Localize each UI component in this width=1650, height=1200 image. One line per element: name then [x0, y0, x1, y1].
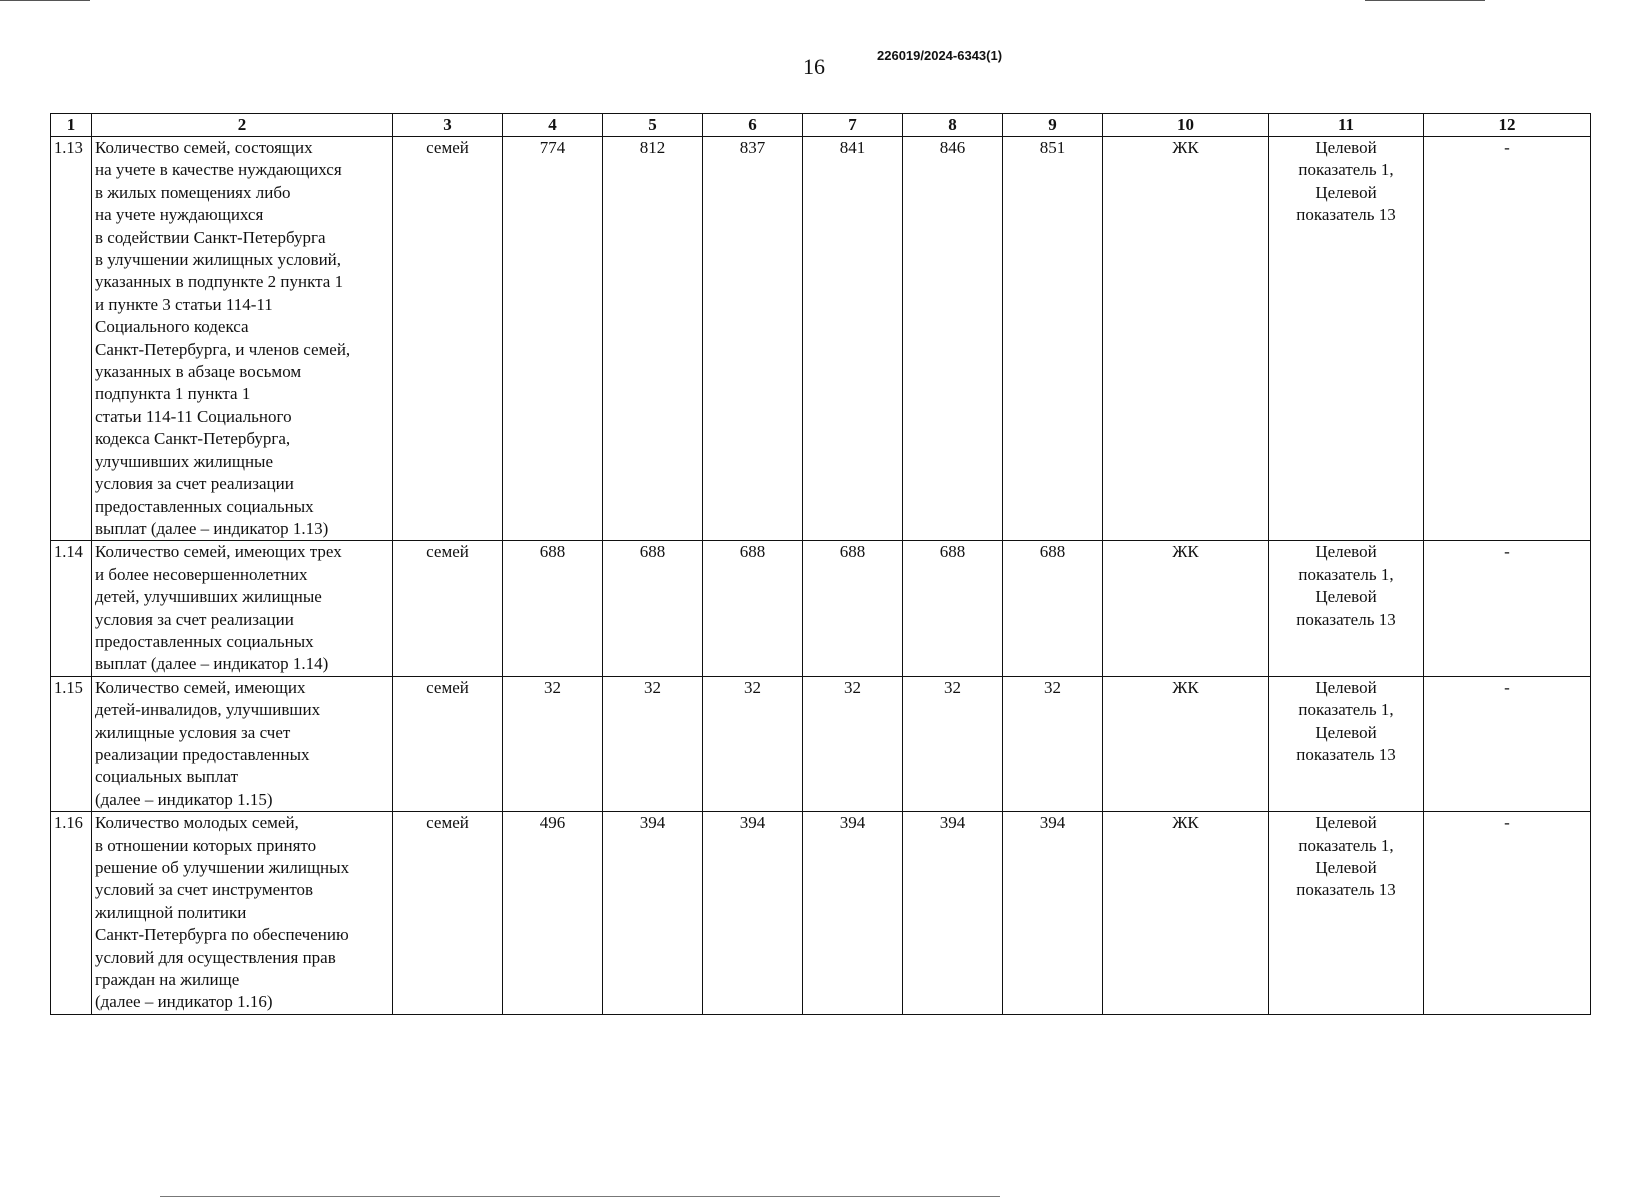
value-cell: 32: [603, 676, 703, 811]
note-cell: -: [1424, 812, 1591, 1015]
column-header: 4: [503, 114, 603, 137]
unit-cell: семей: [393, 812, 503, 1015]
target-link-line: показатель 13: [1296, 609, 1396, 629]
target-link-line: показатель 1,: [1298, 564, 1394, 584]
target-link-line: Целевой: [1315, 542, 1377, 562]
target-link-line: Целевой: [1315, 722, 1377, 742]
column-header: 2: [92, 114, 393, 137]
target-link-line: показатель 13: [1296, 744, 1396, 764]
indicator-name-line: (далее – индикатор 1.16): [95, 992, 273, 1012]
indicator-name-line: выплат (далее – индикатор 1.13): [95, 518, 329, 538]
value-cell: 688: [503, 541, 603, 676]
value-cell: 837: [703, 137, 803, 541]
indicator-name-line: улучшивших жилищные: [95, 451, 274, 471]
unit-cell: семей: [393, 137, 503, 541]
value-cell: 394: [903, 812, 1003, 1015]
indicator-name-line: и более несовершеннолетних: [95, 564, 308, 584]
indicator-name-line: детей, улучшивших жилищные: [95, 587, 322, 607]
value-cell: 846: [903, 137, 1003, 541]
source-cell: ЖК: [1103, 676, 1269, 811]
indicator-name-line: на учете в качестве нуждающихся: [95, 160, 342, 180]
indicator-name-line: Санкт-Петербурга, и членов семей,: [95, 339, 351, 359]
target-link-line: показатель 1,: [1298, 700, 1394, 720]
indicator-name-line: кодекса Санкт-Петербурга,: [95, 429, 291, 449]
value-cell: 812: [603, 137, 703, 541]
value-cell: 841: [803, 137, 903, 541]
indicator-name-line: реализации предоставленных: [95, 744, 310, 764]
unit-cell: семей: [393, 541, 503, 676]
note-cell: -: [1424, 541, 1591, 676]
indicator-name-line: жилищной политики: [95, 902, 247, 922]
value-cell: 688: [903, 541, 1003, 676]
header-row: [51, 114, 1591, 137]
value-cell: 688: [1003, 541, 1103, 676]
indicator-name-line: Социального кодекса: [95, 317, 249, 337]
indicator-name-line: Количество семей, имеющих: [95, 677, 306, 697]
indicator-number: 1.14: [51, 541, 92, 676]
scan-edge-line: [160, 1196, 1000, 1197]
column-header: 8: [903, 114, 1003, 137]
target-link-line: Целевой: [1315, 813, 1377, 833]
target-link-cell: [1269, 676, 1424, 811]
indicator-number: 1.15: [51, 676, 92, 811]
indicator-name-line: условия за счет реализации: [95, 609, 294, 629]
indicator-name-line: статьи 114-11 Социального: [95, 406, 292, 426]
target-link-line: Целевой: [1315, 138, 1377, 157]
value-cell: 394: [803, 812, 903, 1015]
target-link-line: показатель 13: [1296, 205, 1396, 225]
source-cell: ЖК: [1103, 541, 1269, 676]
indicator-name-line: социальных выплат: [95, 767, 239, 787]
column-header: 1: [51, 114, 92, 137]
value-cell: 394: [1003, 812, 1103, 1015]
indicator-name-line: подпункта 1 пункта 1: [95, 384, 251, 404]
indicator-name-line: в улучшении жилищных условий,: [95, 250, 342, 270]
value-cell: 32: [503, 676, 603, 811]
column-header: 10: [1103, 114, 1269, 137]
column-header: 12: [1424, 114, 1591, 137]
indicator-number: 1.16: [51, 812, 92, 1015]
value-cell: 688: [803, 541, 903, 676]
indicator-name: [92, 812, 393, 1015]
unit-cell: семей: [393, 676, 503, 811]
indicator-name-line: граждан на жилище: [95, 970, 240, 990]
value-cell: 496: [503, 812, 603, 1015]
scan-edge-line: [0, 0, 90, 1]
target-link-line: Целевой: [1315, 858, 1377, 877]
value-cell: 32: [903, 676, 1003, 811]
scan-edge-line: [1365, 0, 1485, 1]
indicator-name-line: жилищные условия за счет: [95, 722, 291, 742]
document-id: 226019/2024-6343(1): [877, 48, 1003, 63]
indicator-name-line: детей-инвалидов, улучшивших: [95, 700, 321, 720]
indicator-name-line: в отношении которых принято: [95, 835, 317, 855]
indicator-name: [92, 541, 393, 676]
value-cell: 394: [703, 812, 803, 1015]
indicator-name-line: выплат (далее – индикатор 1.14): [95, 654, 329, 674]
target-link-line: показатель 1,: [1298, 160, 1394, 180]
target-link-line: Целевой: [1315, 182, 1377, 202]
value-cell: 32: [1003, 676, 1103, 811]
indicator-name-line: условий за счет инструментов: [95, 880, 314, 900]
indicator-name-line: условий для осуществления прав: [95, 947, 336, 967]
value-cell: 32: [803, 676, 903, 811]
indicator-name-line: условия за счет реализации: [95, 474, 294, 494]
indicator-name-line: указанных в подпункте 2 пункта 1: [95, 272, 344, 292]
value-cell: 394: [603, 812, 703, 1015]
column-header: 7: [803, 114, 903, 137]
table-row: [51, 137, 1591, 541]
indicator-name: [92, 676, 393, 811]
value-cell: 774: [503, 137, 603, 541]
indicator-name-line: Количество семей, состоящих: [95, 138, 313, 157]
page-number: 16: [803, 54, 825, 79]
indicator-name-line: предоставленных социальных: [95, 631, 314, 651]
indicator-name-line: в содействии Санкт-Петербурга: [95, 227, 326, 247]
column-header: 5: [603, 114, 703, 137]
indicator-name-line: Количество молодых семей,: [95, 813, 299, 833]
column-header: 11: [1269, 114, 1424, 137]
value-cell: 32: [703, 676, 803, 811]
indicator-name-line: на учете нуждающихся: [95, 205, 264, 225]
indicator-name-line: Санкт-Петербурга по обеспечению: [95, 925, 349, 945]
value-cell: 851: [1003, 137, 1103, 541]
value-cell: 688: [703, 541, 803, 676]
indicators-table: [50, 113, 1591, 1015]
indicator-name-line: и пункте 3 статьи 114-11: [95, 294, 273, 314]
column-header: 3: [393, 114, 503, 137]
indicator-number: 1.13: [51, 137, 92, 541]
column-header: 9: [1003, 114, 1103, 137]
indicator-name: [92, 137, 393, 541]
indicator-name-line: предоставленных социальных: [95, 496, 314, 516]
source-cell: ЖК: [1103, 812, 1269, 1015]
target-link-cell: [1269, 812, 1424, 1015]
target-link-line: Целевой: [1315, 587, 1377, 607]
target-link-line: показатель 1,: [1298, 835, 1394, 855]
table-row: [51, 676, 1591, 811]
target-link-cell: [1269, 137, 1424, 541]
indicator-name-line: указанных в абзаце восьмом: [95, 362, 302, 382]
indicator-name-line: (далее – индикатор 1.15): [95, 789, 273, 809]
table-row: [51, 812, 1591, 1015]
table-row: [51, 541, 1591, 676]
value-cell: 688: [603, 541, 703, 676]
source-cell: ЖК: [1103, 137, 1269, 541]
column-header: 6: [703, 114, 803, 137]
target-link-line: показатель 13: [1296, 880, 1396, 900]
target-link-line: Целевой: [1315, 677, 1377, 697]
note-cell: -: [1424, 137, 1591, 541]
note-cell: -: [1424, 676, 1591, 811]
indicator-name-line: Количество семей, имеющих трех: [95, 542, 342, 562]
target-link-cell: [1269, 541, 1424, 676]
indicator-name-line: решение об улучшении жилищных: [95, 858, 350, 877]
indicator-name-line: в жилых помещениях либо: [95, 182, 291, 202]
